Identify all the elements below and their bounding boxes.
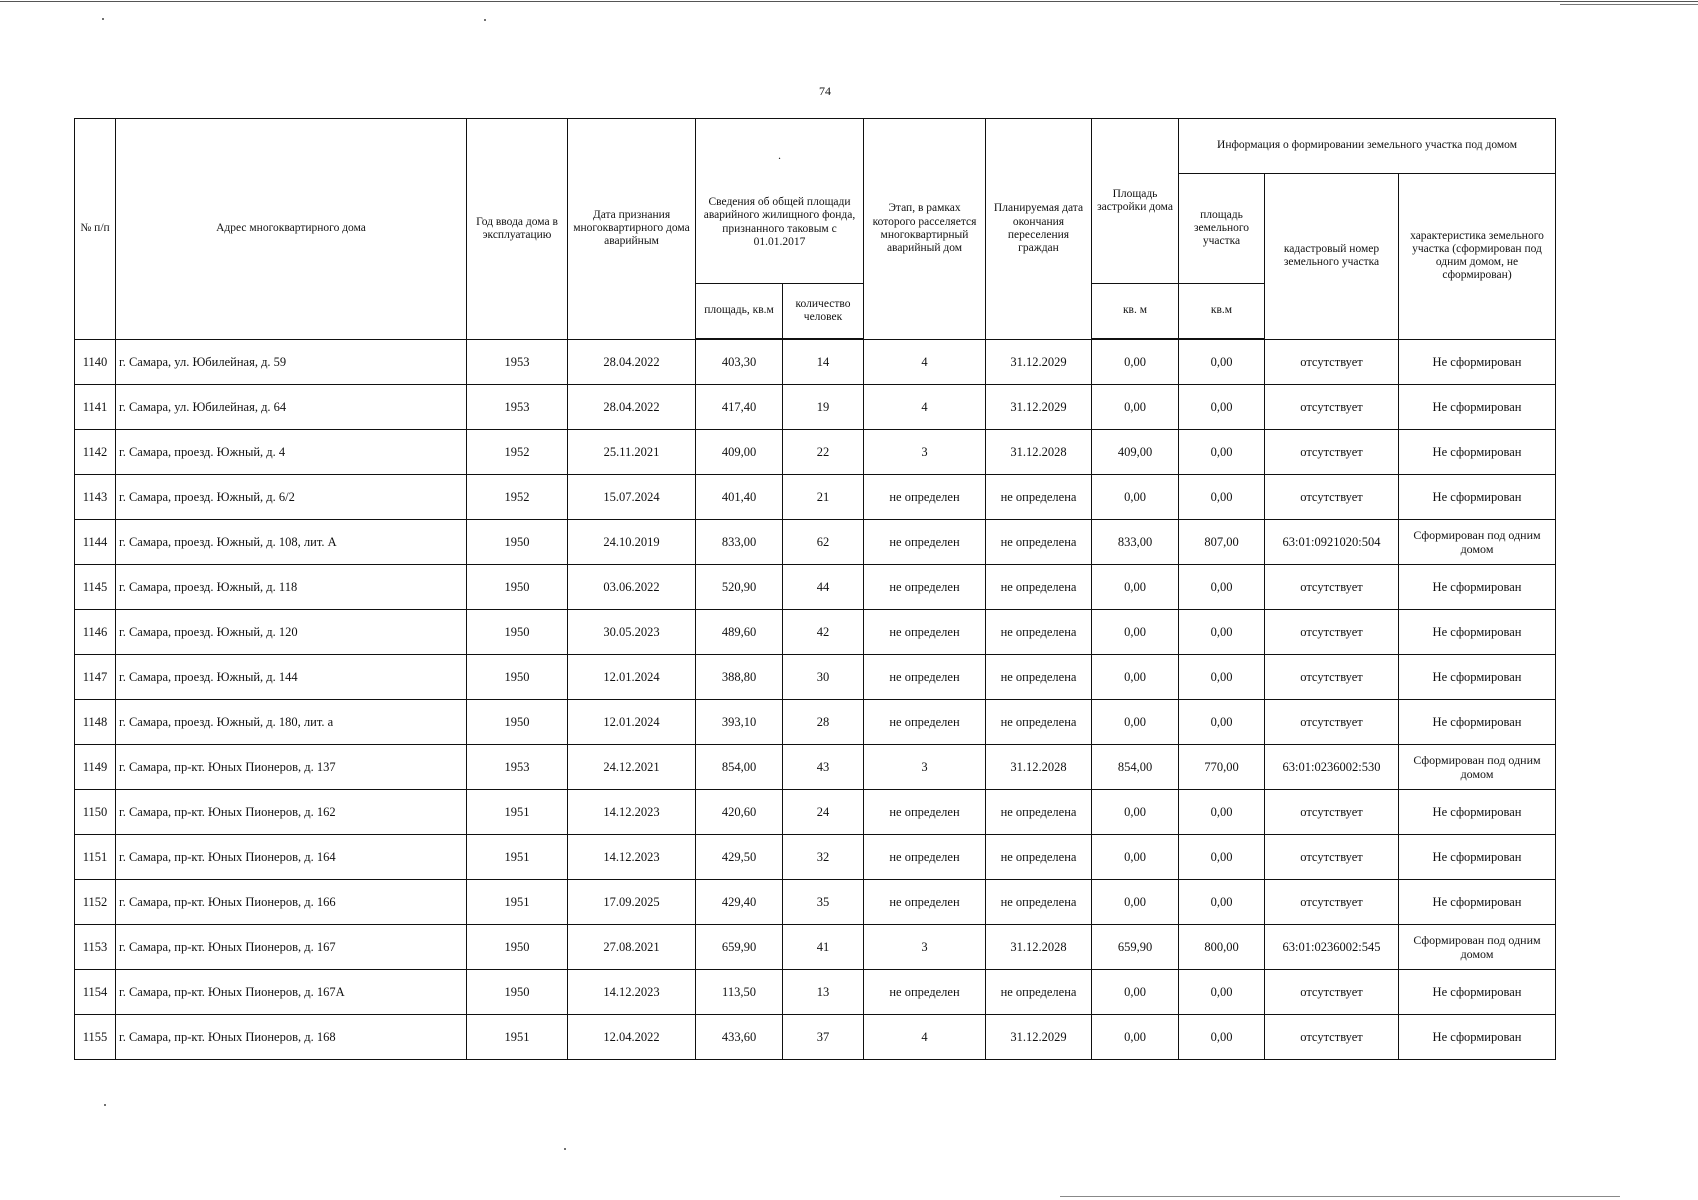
cell-cadastral: отсутствует <box>1265 339 1399 385</box>
cell-cadastral: отсутствует <box>1265 430 1399 475</box>
cell-area-sqm: 833,00 <box>696 520 783 565</box>
cell-stage: 4 <box>864 1015 986 1060</box>
cell-land-area: 0,00 <box>1179 790 1265 835</box>
header-building-area-unit: кв. м <box>1092 284 1179 340</box>
cell-area-sqm: 429,40 <box>696 880 783 925</box>
cell-num: 1141 <box>75 385 116 430</box>
header-year: Год ввода дома в эксплуатацию <box>467 119 568 340</box>
cell-recognition-date: 30.05.2023 <box>568 610 696 655</box>
table-row <box>75 565 1556 610</box>
cell-area-sqm: 429,50 <box>696 835 783 880</box>
cell-recognition-date: 17.09.2025 <box>568 880 696 925</box>
scan-speck <box>484 19 486 21</box>
table-row <box>75 430 1556 475</box>
cell-land-area: 0,00 <box>1179 430 1265 475</box>
cell-land-area: 800,00 <box>1179 925 1265 970</box>
cell-cadastral: отсутствует <box>1265 565 1399 610</box>
cell-planned-date: 31.12.2029 <box>986 339 1092 385</box>
cell-recognition-date: 14.12.2023 <box>568 790 696 835</box>
cell-planned-date: не определена <box>986 790 1092 835</box>
cell-planned-date: не определена <box>986 475 1092 520</box>
cell-stage: 4 <box>864 385 986 430</box>
table-row <box>75 610 1556 655</box>
cell-address: г. Самара, ул. Юбилейная, д. 59 <box>116 339 467 385</box>
cell-stage: 3 <box>864 430 986 475</box>
cell-people-count: 19 <box>783 385 864 430</box>
cell-recognition-date: 14.12.2023 <box>568 970 696 1015</box>
cell-address: г. Самара, проезд. Южный, д. 180, лит. а <box>116 700 467 745</box>
cell-planned-date: не определена <box>986 565 1092 610</box>
cell-year: 1950 <box>467 925 568 970</box>
cell-year: 1953 <box>467 385 568 430</box>
cell-planned-date: 31.12.2029 <box>986 385 1092 430</box>
cell-land-area: 0,00 <box>1179 700 1265 745</box>
cell-num: 1155 <box>75 1015 116 1060</box>
cell-address: г. Самара, проезд. Южный, д. 118 <box>116 565 467 610</box>
cell-people-count: 43 <box>783 745 864 790</box>
cell-building-area: 0,00 <box>1092 385 1179 430</box>
header-land-area-unit: кв.м <box>1179 284 1265 340</box>
cell-building-area: 0,00 <box>1092 610 1179 655</box>
cell-year: 1952 <box>467 430 568 475</box>
cell-num: 1154 <box>75 970 116 1015</box>
table-row <box>75 970 1556 1015</box>
cell-address: г. Самара, проезд. Южный, д. 4 <box>116 430 467 475</box>
cell-land-area: 0,00 <box>1179 835 1265 880</box>
cell-building-area: 0,00 <box>1092 475 1179 520</box>
cell-building-area: 0,00 <box>1092 1015 1179 1060</box>
cell-area-sqm: 409,00 <box>696 430 783 475</box>
cell-stage: не определен <box>864 475 986 520</box>
header-area-info-text: Сведения об общей площади аварийного жилищного фонда, признанного таковым с 01.01.2017 <box>703 196 856 248</box>
cell-people-count: 37 <box>783 1015 864 1060</box>
cell-year: 1950 <box>467 655 568 700</box>
cell-land-status: Не сформирован <box>1399 385 1556 430</box>
header-land-area: площадь земельного участка <box>1179 174 1265 284</box>
cell-land-area: 0,00 <box>1179 1015 1265 1060</box>
cell-land-status: Не сформирован <box>1399 655 1556 700</box>
header-land-info: Информация о формировании земельного участка под домом <box>1179 119 1556 174</box>
table-row <box>75 700 1556 745</box>
cell-land-status: Сформирован под одним домом <box>1399 520 1556 565</box>
cell-area-sqm: 420,60 <box>696 790 783 835</box>
cell-num: 1142 <box>75 430 116 475</box>
cell-building-area: 0,00 <box>1092 655 1179 700</box>
cell-land-status: Не сформирован <box>1399 880 1556 925</box>
cell-recognition-date: 28.04.2022 <box>568 339 696 385</box>
cell-cadastral: 63:01:0921020:504 <box>1265 520 1399 565</box>
cell-stage: 3 <box>864 745 986 790</box>
cell-cadastral: отсутствует <box>1265 475 1399 520</box>
cell-recognition-date: 28.04.2022 <box>568 385 696 430</box>
header-area-info <box>696 119 864 284</box>
cell-recognition-date: 12.01.2024 <box>568 700 696 745</box>
cell-address: г. Самара, пр-кт. Юных Пионеров, д. 167 <box>116 925 467 970</box>
cell-building-area: 0,00 <box>1092 880 1179 925</box>
cell-cadastral: отсутствует <box>1265 880 1399 925</box>
cell-year: 1950 <box>467 520 568 565</box>
cell-people-count: 24 <box>783 790 864 835</box>
cell-land-area: 0,00 <box>1179 385 1265 430</box>
cell-stage: не определен <box>864 520 986 565</box>
cell-land-area: 0,00 <box>1179 610 1265 655</box>
cell-people-count: 21 <box>783 475 864 520</box>
header-recognition-date: Дата признания многоквартирного дома аварийным <box>568 119 696 340</box>
cell-people-count: 44 <box>783 565 864 610</box>
cell-address: г. Самара, пр-кт. Юных Пионеров, д. 166 <box>116 880 467 925</box>
cell-area-sqm: 417,40 <box>696 385 783 430</box>
cell-land-status: Не сформирован <box>1399 790 1556 835</box>
cell-people-count: 41 <box>783 925 864 970</box>
cell-recognition-date: 27.08.2021 <box>568 925 696 970</box>
cell-stage: не определен <box>864 790 986 835</box>
cell-land-status: Не сформирован <box>1399 835 1556 880</box>
cell-building-area: 833,00 <box>1092 520 1179 565</box>
cell-building-area: 0,00 <box>1092 339 1179 385</box>
cell-planned-date: не определена <box>986 970 1092 1015</box>
cell-planned-date: 31.12.2029 <box>986 1015 1092 1060</box>
cell-building-area: 0,00 <box>1092 790 1179 835</box>
header-people-count: количество человек <box>783 284 864 340</box>
cell-year: 1951 <box>467 790 568 835</box>
cell-num: 1151 <box>75 835 116 880</box>
cell-cadastral: 63:01:0236002:530 <box>1265 745 1399 790</box>
cell-planned-date: не определена <box>986 610 1092 655</box>
header-num: № п/п <box>75 119 116 340</box>
cell-year: 1950 <box>467 565 568 610</box>
cell-cadastral: отсутствует <box>1265 970 1399 1015</box>
cell-year: 1951 <box>467 835 568 880</box>
cell-num: 1149 <box>75 745 116 790</box>
cell-address: г. Самара, пр-кт. Юных Пионеров, д. 137 <box>116 745 467 790</box>
cell-stage: не определен <box>864 880 986 925</box>
cell-year: 1950 <box>467 610 568 655</box>
cell-land-status: Не сформирован <box>1399 339 1556 385</box>
cell-land-status: Не сформирован <box>1399 565 1556 610</box>
cell-area-sqm: 388,80 <box>696 655 783 700</box>
cell-cadastral: отсутствует <box>1265 1015 1399 1060</box>
cell-building-area: 0,00 <box>1092 565 1179 610</box>
cell-year: 1953 <box>467 745 568 790</box>
scan-edge-line-bottom <box>1060 1196 1620 1197</box>
cell-recognition-date: 25.11.2021 <box>568 430 696 475</box>
table-body <box>75 339 1556 1060</box>
cell-planned-date: не определена <box>986 655 1092 700</box>
header-area-info-mark: · <box>777 152 782 165</box>
scan-speck <box>564 1148 566 1150</box>
cell-planned-date: не определена <box>986 880 1092 925</box>
table-row <box>75 790 1556 835</box>
cell-year: 1950 <box>467 700 568 745</box>
cell-address: г. Самара, ул. Юбилейная, д. 64 <box>116 385 467 430</box>
cell-num: 1150 <box>75 790 116 835</box>
cell-year: 1950 <box>467 970 568 1015</box>
cell-people-count: 14 <box>783 339 864 385</box>
header-cadastral: кадастровый номер земельного участка <box>1265 174 1399 340</box>
cell-people-count: 13 <box>783 970 864 1015</box>
cell-address: г. Самара, проезд. Южный, д. 144 <box>116 655 467 700</box>
cell-recognition-date: 03.06.2022 <box>568 565 696 610</box>
cell-building-area: 854,00 <box>1092 745 1179 790</box>
cell-num: 1145 <box>75 565 116 610</box>
cell-area-sqm: 854,00 <box>696 745 783 790</box>
cell-land-status: Не сформирован <box>1399 970 1556 1015</box>
table-row <box>75 835 1556 880</box>
header-address: Адрес многоквартирного дома <box>116 119 467 340</box>
cell-planned-date: не определена <box>986 520 1092 565</box>
cell-land-area: 0,00 <box>1179 655 1265 700</box>
cell-stage: не определен <box>864 970 986 1015</box>
cell-address: г. Самара, пр-кт. Юных Пионеров, д. 167А <box>116 970 467 1015</box>
cell-recognition-date: 14.12.2023 <box>568 835 696 880</box>
scan-speck <box>104 1104 106 1106</box>
cell-num: 1153 <box>75 925 116 970</box>
cell-num: 1152 <box>75 880 116 925</box>
cell-stage: не определен <box>864 565 986 610</box>
cell-cadastral: отсутствует <box>1265 610 1399 655</box>
header-stage: Этап, в рамках которого расселяется многоквартирный аварийный дом <box>864 119 986 340</box>
cell-land-status: Не сформирован <box>1399 1015 1556 1060</box>
table-row <box>75 1015 1556 1060</box>
cell-stage: 4 <box>864 339 986 385</box>
cell-land-status: Не сформирован <box>1399 475 1556 520</box>
cell-land-area: 0,00 <box>1179 339 1265 385</box>
table-row <box>75 880 1556 925</box>
cell-stage: не определен <box>864 700 986 745</box>
header-area-sqm: площадь, кв.м <box>696 284 783 340</box>
cell-land-area: 770,00 <box>1179 745 1265 790</box>
scan-edge-line-top <box>0 1 1698 2</box>
cell-land-status: Не сформирован <box>1399 430 1556 475</box>
cell-stage: не определен <box>864 610 986 655</box>
scan-edge-line-top-right <box>1560 4 1698 5</box>
cell-cadastral: отсутствует <box>1265 790 1399 835</box>
cell-num: 1144 <box>75 520 116 565</box>
cell-cadastral: отсутствует <box>1265 655 1399 700</box>
cell-cadastral: отсутствует <box>1265 835 1399 880</box>
table-row <box>75 339 1556 385</box>
cell-recognition-date: 12.04.2022 <box>568 1015 696 1060</box>
cell-land-status: Не сформирован <box>1399 610 1556 655</box>
header-building-area: Площадь застройки дома <box>1092 119 1179 284</box>
cell-people-count: 22 <box>783 430 864 475</box>
cell-land-area: 0,00 <box>1179 880 1265 925</box>
cell-planned-date: 31.12.2028 <box>986 745 1092 790</box>
cell-recognition-date: 24.10.2019 <box>568 520 696 565</box>
cell-recognition-date: 24.12.2021 <box>568 745 696 790</box>
cell-planned-date: 31.12.2028 <box>986 430 1092 475</box>
cell-people-count: 35 <box>783 880 864 925</box>
cell-planned-date: не определена <box>986 700 1092 745</box>
cell-people-count: 42 <box>783 610 864 655</box>
cell-num: 1147 <box>75 655 116 700</box>
cell-building-area: 0,00 <box>1092 970 1179 1015</box>
cell-stage: не определен <box>864 835 986 880</box>
cell-cadastral: отсутствует <box>1265 385 1399 430</box>
cell-year: 1953 <box>467 339 568 385</box>
cell-stage: не определен <box>864 655 986 700</box>
header-land-status: характеристика земельного участка (сформирован под одним домом, не сформирован) <box>1399 174 1556 340</box>
cell-recognition-date: 12.01.2024 <box>568 655 696 700</box>
cell-land-area: 807,00 <box>1179 520 1265 565</box>
cell-building-area: 0,00 <box>1092 835 1179 880</box>
scan-speck <box>102 18 104 20</box>
table-row <box>75 385 1556 430</box>
cell-address: г. Самара, проезд. Южный, д. 108, лит. А <box>116 520 467 565</box>
cell-address: г. Самара, проезд. Южный, д. 120 <box>116 610 467 655</box>
cell-address: г. Самара, пр-кт. Юных Пионеров, д. 168 <box>116 1015 467 1060</box>
cell-people-count: 28 <box>783 700 864 745</box>
cell-people-count: 62 <box>783 520 864 565</box>
cell-area-sqm: 113,50 <box>696 970 783 1015</box>
cell-area-sqm: 489,60 <box>696 610 783 655</box>
cell-area-sqm: 659,90 <box>696 925 783 970</box>
cell-land-status: Сформирован под одним домом <box>1399 745 1556 790</box>
cell-land-area: 0,00 <box>1179 565 1265 610</box>
cell-land-area: 0,00 <box>1179 970 1265 1015</box>
cell-people-count: 30 <box>783 655 864 700</box>
cell-recognition-date: 15.07.2024 <box>568 475 696 520</box>
cell-area-sqm: 520,90 <box>696 565 783 610</box>
header-planned-date: Планируемая дата окончания переселения граждан <box>986 119 1092 340</box>
cell-address: г. Самара, пр-кт. Юных Пионеров, д. 162 <box>116 790 467 835</box>
table-row <box>75 745 1556 790</box>
cell-year: 1951 <box>467 1015 568 1060</box>
page-number: 74 <box>819 84 831 98</box>
cell-land-area: 0,00 <box>1179 475 1265 520</box>
cell-cadastral: отсутствует <box>1265 700 1399 745</box>
cell-address: г. Самара, пр-кт. Юных Пионеров, д. 164 <box>116 835 467 880</box>
cell-stage: 3 <box>864 925 986 970</box>
cell-num: 1148 <box>75 700 116 745</box>
cell-year: 1951 <box>467 880 568 925</box>
cell-building-area: 409,00 <box>1092 430 1179 475</box>
cell-area-sqm: 393,10 <box>696 700 783 745</box>
cell-year: 1952 <box>467 475 568 520</box>
table-row <box>75 520 1556 565</box>
cell-planned-date: 31.12.2028 <box>986 925 1092 970</box>
cell-area-sqm: 401,40 <box>696 475 783 520</box>
table-row <box>75 475 1556 520</box>
cell-num: 1146 <box>75 610 116 655</box>
cell-cadastral: 63:01:0236002:545 <box>1265 925 1399 970</box>
cell-building-area: 0,00 <box>1092 700 1179 745</box>
cell-building-area: 659,90 <box>1092 925 1179 970</box>
emergency-housing-table <box>74 118 1556 1060</box>
cell-num: 1140 <box>75 339 116 385</box>
cell-area-sqm: 433,60 <box>696 1015 783 1060</box>
cell-land-status: Сформирован под одним домом <box>1399 925 1556 970</box>
cell-people-count: 32 <box>783 835 864 880</box>
cell-address: г. Самара, проезд. Южный, д. 6/2 <box>116 475 467 520</box>
table-row <box>75 655 1556 700</box>
cell-land-status: Не сформирован <box>1399 700 1556 745</box>
cell-area-sqm: 403,30 <box>696 339 783 385</box>
cell-planned-date: не определена <box>986 835 1092 880</box>
cell-num: 1143 <box>75 475 116 520</box>
table-row <box>75 925 1556 970</box>
